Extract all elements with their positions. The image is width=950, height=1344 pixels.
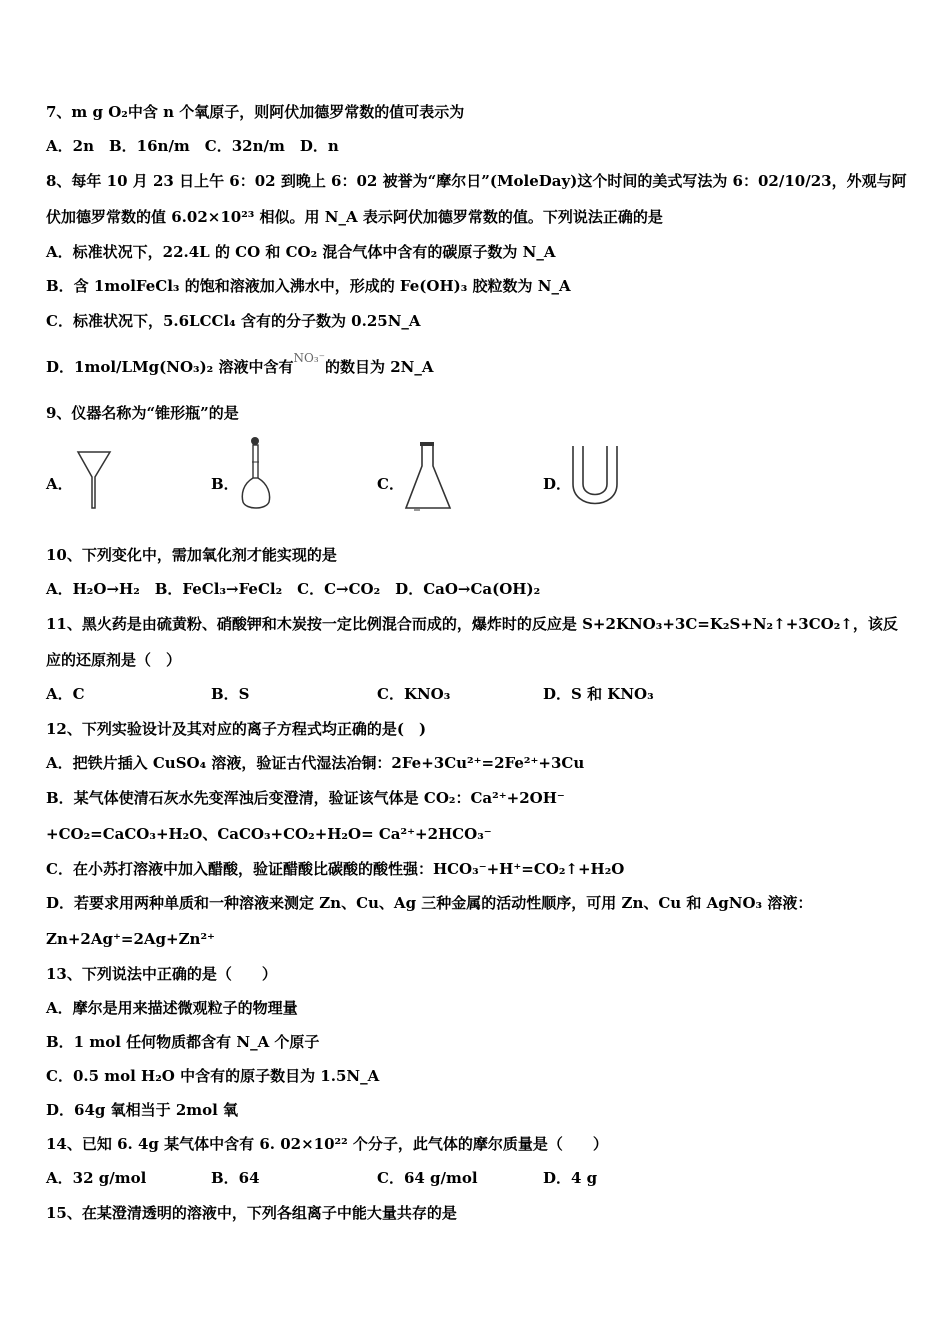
q9-label-d: D． — [543, 475, 572, 493]
conical-flask-icon — [402, 440, 456, 514]
q8-option-c: C．标准状况下，5.6LCCl₄ 含有的分子数为 0.25N_A — [46, 312, 421, 330]
q12-option-b-line2: +CO₂=CaCO₃+H₂O、CaCO₃+CO₂+H₂O= Ca²⁺+2HCO₃⁻ — [46, 825, 492, 843]
q14-stem: 14、已知 6. 4g 某气体中含有 6. 02×10²² 个分子，此气体的摩尔质量是（ ） — [46, 1135, 608, 1153]
q11-stem-line1: 11、黑火药是由硫黄粉、硝酸钾和木炭按一定比例混合而成的，爆炸时的反应是 S+2KNO₃+3C=K₂S+N₂↑+3CO₂↑，该反 — [46, 615, 898, 633]
funnel-icon — [74, 450, 114, 512]
q8-option-d-pre: D．1mol/LMg(NO₃)₂ 溶液中含有 — [46, 358, 294, 376]
q12-option-c: C．在小苏打溶液中加入醋酸，验证醋酸比碳酸的酸性强：HCO₃⁻+H⁺=CO₂↑+H₂O — [46, 860, 625, 878]
q13-stem: 13、下列说法中正确的是（ ） — [46, 965, 277, 983]
q12-option-d-line2: Zn+2Ag⁺=2Ag+Zn²⁺ — [46, 930, 215, 948]
q11-option-d: D．S 和 KNO₃ — [543, 685, 654, 703]
q8-option-b: B．含 1molFeCl₃ 的饱和溶液加入沸水中，形成的 Fe(OH)₃ 胶粒数为 N_A — [46, 277, 571, 295]
q11-stem-line2: 应的还原剂是（ ） — [46, 651, 182, 669]
q8-option-a: A．标准状况下，22.4L 的 CO 和 CO₂ 混合气体中含有的碳原子数为 N_A — [46, 243, 556, 261]
q13-option-d: D．64g 氧相当于 2mol 氧 — [46, 1101, 239, 1119]
q12-option-d-line1: D．若要求用两种单质和一种溶液来测定 Zn、Cu、Ag 三种金属的活动性顺序，可用 Zn、Cu 和 AgNO₃ 溶液： — [46, 894, 813, 912]
q12-stem: 12、下列实验设计及其对应的离子方程式均正确的是( ) — [46, 720, 427, 738]
q12-option-b-line1: B．某气体使清石灰水先变浑浊后变澄清，验证该气体是 CO₂：Ca²⁺+2OH⁻ — [46, 789, 565, 807]
q9-label-c: C． — [377, 475, 404, 493]
q11-option-c: C．KNO₃ — [377, 685, 451, 703]
nitrate-ion-image: NO₃⁻ — [293, 351, 325, 365]
q9-stem: 9、仪器名称为“锥形瓶”的是 — [46, 404, 239, 422]
volumetric-flask-icon — [238, 434, 278, 514]
q10-stem: 10、下列变化中，需加氧化剂才能实现的是 — [46, 546, 337, 564]
q9-label-a: A． — [46, 475, 73, 493]
u-tube-icon — [568, 444, 622, 506]
q9-label-b: B． — [211, 475, 239, 493]
q15-stem: 15、在某澄清透明的溶液中，下列各组离子中能大量共存的是 — [46, 1204, 457, 1222]
q13-option-a: A．摩尔是用来描述微观粒子的物理量 — [46, 999, 298, 1017]
q14-option-b: B．64 — [211, 1169, 260, 1187]
q14-option-a: A．32 g/mol — [46, 1169, 147, 1187]
q11-option-b: B．S — [211, 685, 250, 703]
q8-stem-line2: 伏加德罗常数的值 6.02×10²³ 相似。用 N_A 表示阿伏加德罗常数的值。下列说法正确的是 — [46, 208, 663, 226]
q14-option-d: D．4 g — [543, 1169, 598, 1187]
q8-option-d — [46, 351, 434, 378]
q7-stem: 7、m g O₂中含 n 个氧原子，则阿伏加德罗常数的值可表示为 — [46, 103, 465, 121]
q7-options: A．2n B．16n/m C．32n/m D．n — [46, 137, 339, 155]
q8-option-d-post: 的数目为 2N_A — [324, 358, 434, 376]
q14-option-c: C．64 g/mol — [377, 1169, 478, 1187]
q12-option-a: A．把铁片插入 CuSO₄ 溶液，验证古代湿法冶铜：2Fe+3Cu²⁺=2Fe²⁺+3Cu — [46, 754, 585, 772]
q8-stem-line1: 8、每年 10 月 23 日上午 6：02 到晚上 6：02 被誉为“摩尔日”(MoleDay)这个时间的美式写法为 6：02/10/23，外观与阿 — [46, 172, 907, 190]
q13-option-c: C．0.5 mol H₂O 中含有的原子数目为 1.5N_A — [46, 1067, 380, 1085]
q13-option-b: B．1 mol 任何物质都含有 N_A 个原子 — [46, 1033, 320, 1051]
q11-option-a: A．C — [46, 685, 85, 703]
q10-options: A．H₂O→H₂ B．FeCl₃→FeCl₂ C．C→CO₂ D．CaO→Ca(OH)₂ — [46, 580, 541, 598]
